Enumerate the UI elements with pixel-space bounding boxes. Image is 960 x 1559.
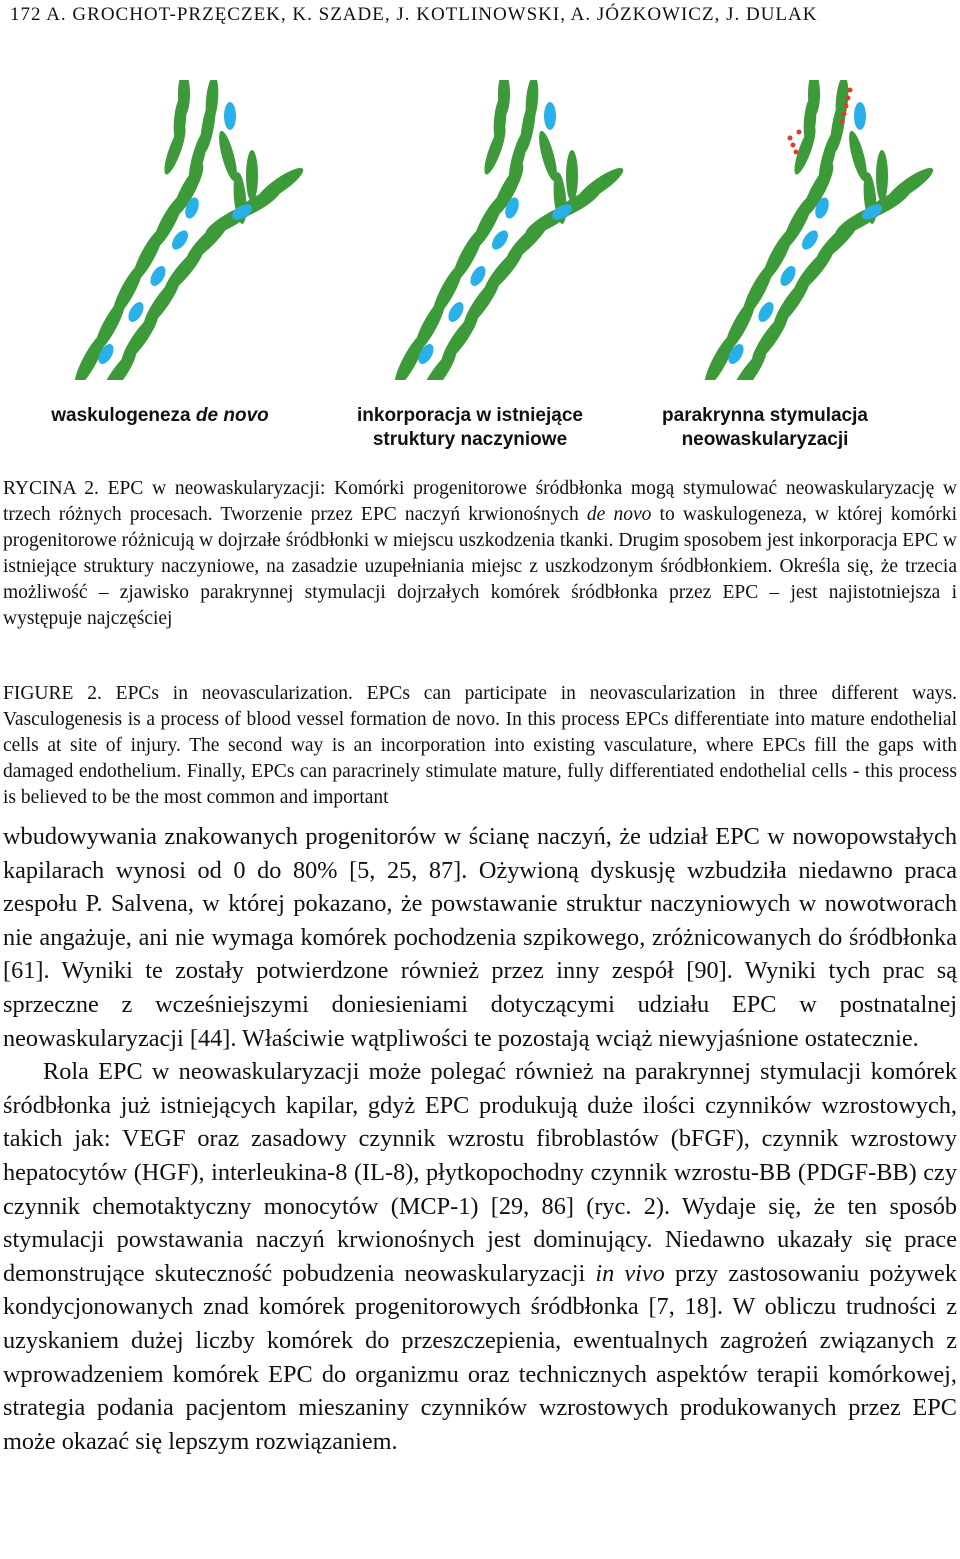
body-text: [3, 820, 957, 1458]
panel-label-vasculogenesis: waskulogeneza de novo: [51, 405, 269, 426]
paragraph: wbudowywania znakowanych progenitorów w ścianę naczyń, że udział EPC w nowopowstałych kapilarach wynosi od 0 do 80% [5, 25, 87]. Ożywioną dyskusję wzbudziła niedawno praca zespołu P. Salvena, w której pokazano, że powstawanie struktur naczyniowych w nowotworach nie angażuje, ani nie wymaga komórek pochodzenia szpikowego, zróżnicowanych do śródbłonka [61]. Wyniki te zostały potwierdzone również przez inny zespół [90]. Wyniki tych prac są sprzeczne z wcześniejszymi doniesieniami dotyczącymi udziału EPC w postnatalnej neowaskularyzacji [44]. Właściwie wątpliwości te pozostają wciąż niewyjaśnione ostatecznie.: [3, 823, 957, 1052]
running-header: 172 A. GROCHOT-PRZĘCZEK, K. SZADE, J. KOTLINOWSKI, A. JÓZKOWICZ, J. DULAK: [10, 4, 818, 25]
panel-label-incorporation: inkorporacja w istniejące struktury naczyniowe: [357, 405, 583, 450]
paragraph: Rola EPC w neowaskularyzacji może polegać również na parakrynnej stymulacji komórek śródbłonka już istniejących kapilar, gdyż EPC produkują duże ilości czynników wzrostowych, takich jak: VEGF oraz zasadowy czynnik wzrostu fibroblastów (bFGF), czynnik wzrostowy hepatocytów (HGF), interleukina-8 (IL-8), płytkopochodny czynnik wzrostu-BB (PDGF-BB) czy czynnik chemotaktyczny monocytów (MCP-1) [29, 86] (ryc. 2). Wydaje się, że ten sposób stymulacji powstawania naczyń krwionośnych jest dominujący. Niedawno ukazały się prace demonstrujące skuteczność pobudzenia neowaskularyzacji in vivo przy zastosowaniu pożywek kondycjonowanych znad komórek progenitorowych śródbłonka [7, 18]. W obliczu trudności z uzyskaniem dużej liczby komórek do przeszczepienia, ewentualnych zagrożeń związanych z wprowadzeniem komórek EPC do organizmu oraz technicznych aspektów terapii komórkowej, strategia podania pacjentom mieszaniny czynników wzrostowych produkowanych przez EPC może okazać się lepszym rozwiązaniem.: [3, 1058, 957, 1455]
panel-label-paracrine: parakrynna stymulacja neowaskularyzacji: [662, 405, 868, 450]
figure-caption-english: FIGURE 2. EPCs in neovascularization. EPCs can participate in neovascularization in three different ways. Vasculogenesis is a process of blood vessel formation de novo. In this process EPCs differentiate into mature endothelial cells at site of injury. The second way is an incorporation into existing vasculature, where EPCs fill the gaps with damaged endothelium. Finally, EPCs can paracrinely stimulate mature, fully differentiated endothelial cells - this process is believed to be the most common and important: [3, 683, 957, 808]
vessel-diagram: [20, 80, 940, 380]
figure-caption-polish: RYCINA 2. EPC w neowaskularyzacji: Komórki progenitorowe śródbłonka mogą stymulować neowaskularyzację w trzech różnych procesach. Tworzenie przez EPC naczyń krwionośnych de novo to waskulogeneza, w której komórki progenitorowe różnicują w dojrzałe śródbłonki w miejscu uszkodzenia tkanki. Drugim sposobem jest inkorporacja EPC w istniejące struktury naczyniowe, na zasadzie uzupełniania miejsc z uszkodzonym śródbłonkiem. Określa się, że trzecia możliwość – zjawisko parakrynnej stymulacji dojrzałych komórek śródbłonka przez EPC – jest najistotniejsza i występuje najczęściej: [3, 478, 958, 629]
figure-epc-neovascularization: [20, 80, 940, 455]
